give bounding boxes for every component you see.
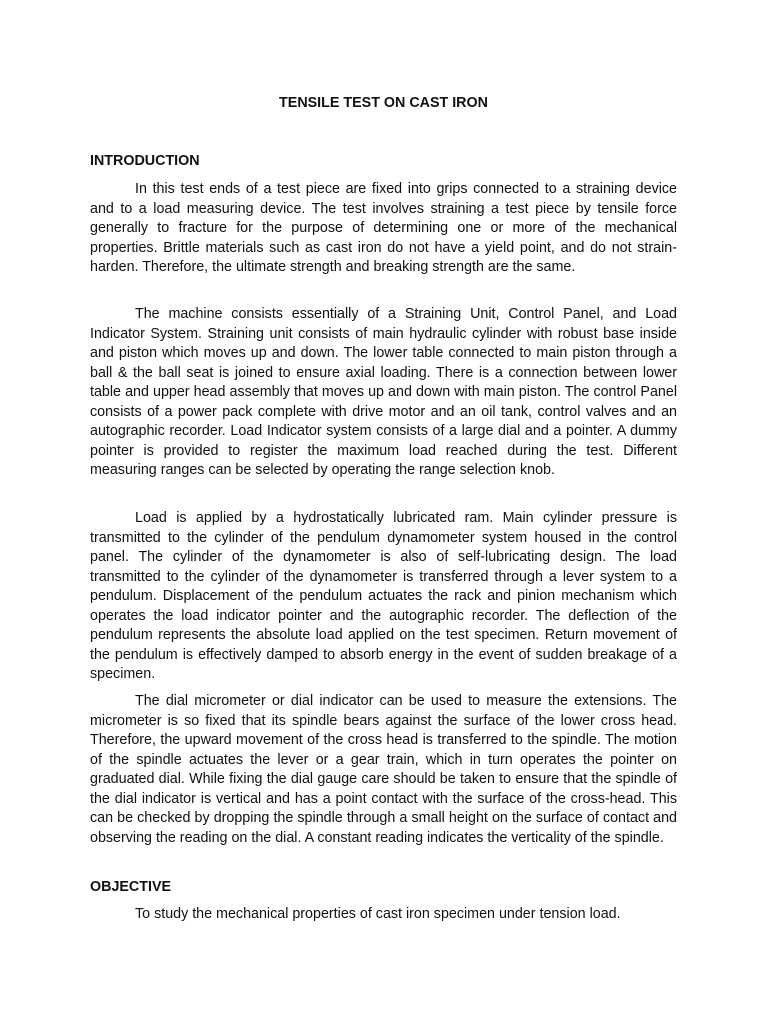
paragraph: To study the mechanical properties of cast iron specimen under tension load. <box>135 906 621 922</box>
document-page <box>90 0 677 1024</box>
section-heading-introduction: INTRODUCTION <box>90 153 200 169</box>
paragraph: The dial micrometer or dial indicator can be used to measure the extensions. The micrometer is so fixed that its spindle bears against the surface of the lower cross head. Therefore, the upward movement of the cross head is transferred to the spindle. The motion of the spindle actuates the lever or a gear train, which in turn operates the pointer on graduated dial. While fixing the dial gauge care should be taken to ensure that the spindle of the dial indicator is vertical and has a point contact with the surface of the cross-head. This can be checked by dropping the spindle through a small height on the surface of contact and observing the reading on the dial. A constant reading indicates the verticality of the spindle. <box>90 693 677 846</box>
paragraph: Load is applied by a hydrostatically lubricated ram. Main cylinder pressure is transmitted to the cylinder of the pendulum dynamometer system housed in the control panel. The cylinder of the dynamometer is also of self-lubricating design. The load transmitted to the cylinder of the dynamometer is transferred through a lever system to a pendulum. Displacement of the pendulum actuates the rack and pinion mechanism which operates the load indicator pointer and the autographic recorder. The deflection of the pendulum represents the absolute load applied on the test specimen. Return movement of the pendulum is effectively damped to absorb energy in the event of sudden breakage of a specimen. <box>90 510 677 682</box>
section-heading-objective: OBJECTIVE <box>90 879 172 895</box>
paragraph: In this test ends of a test piece are fixed into grips connected to a straining device and to a load measuring device. The test involves straining a test piece by tensile force generally to fracture for the purpose of determining one or more of the mechanical properties. Brittle materials such as cast iron do not have a yield point, and do not strain-harden. Therefore, the ultimate strength and breaking strength are the same. <box>90 181 677 275</box>
document-title: TENSILE TEST ON CAST IRON <box>279 95 488 111</box>
paragraph: The machine consists essentially of a Straining Unit, Control Panel, and Load Indicator System. Straining unit consists of main hydraulic cylinder with robust base inside and piston which moves up and down. The lower table connected to main piston through a ball & the ball seat is joined to ensure axial loading. There is a connection between lower table and upper head assembly that moves up and down with main piston. The control Panel consists of a power pack complete with drive motor and an oil tank, control valves and an autographic recorder. Load Indicator system consists of a large dial and a pointer. A dummy pointer is provided to register the maximum load reached during the test. Different measuring ranges can be selected by operating the range selection knob. <box>90 306 677 478</box>
